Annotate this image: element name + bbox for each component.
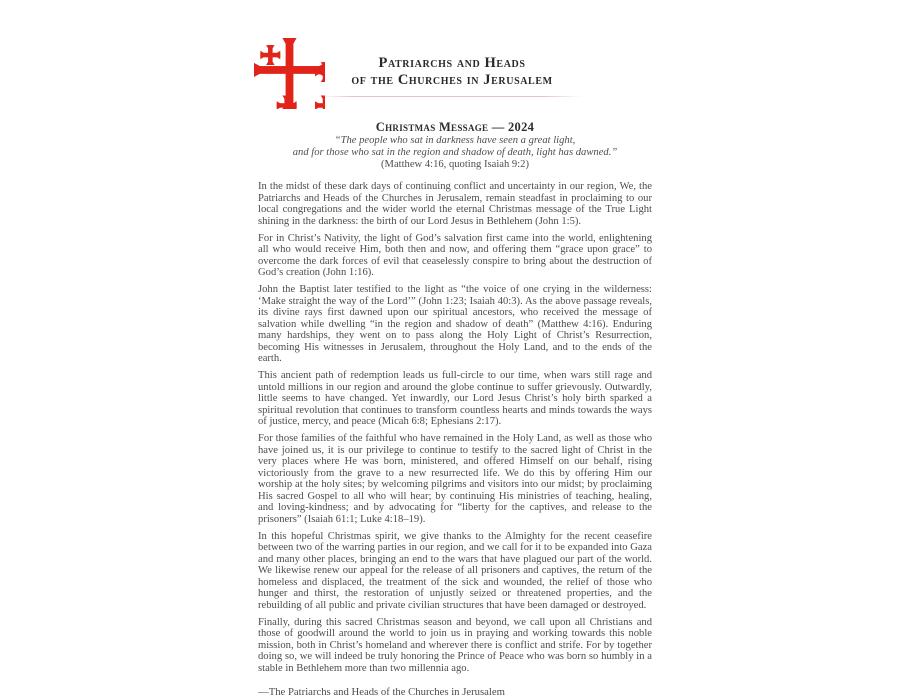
paragraph-2: For in Christ’s Nativity, the light of God’s salvation first came into the world, enlightening all who would receive Him, both then and now, and offering them “grace upon grace” to overcome the dark forces of evil that ceaselessly conspire to bring about the destruction of God’s creation (John 1:16). <box>258 232 652 278</box>
paragraph-5: For those families of the faithful who have remained in the Holy Land, as well as those who have joined us, it is our privilege to continue to testify to the sacred light of Christ in the very places where He was born, ministered, and offered Himself on our behalf, rising victoriously from the grave to a new resurrected life. We do this by offering Him our worship at the holy sites; by welcoming pilgrims and visitors into our midst; by proclaiming His sacred Gospel to all who will hear; by continuing His ministries of teaching, healing, and loving-kindness; and by advocating for “liberty for the captives, and release to the prisoners” (Isaiah 61:1; Luke 4:18–19). <box>258 433 652 525</box>
message-body <box>258 120 652 698</box>
epigraph-citation: (Matthew 4:16, quoting Isaiah 9:2) <box>381 159 529 170</box>
letterhead <box>0 0 911 118</box>
org-name <box>322 55 582 97</box>
jerusalem-cross-icon <box>254 38 325 109</box>
epigraph-line1: “The people who sat in darkness have seen a great light, <box>334 135 576 146</box>
paragraph-7: Finally, during this sacred Christmas season and beyond, we call upon all Christians and those of goodwill around the world to join us in praying and working towards this noble mission, both in Christ’s homeland and wherever there is conflict and strife. For by together doing so, we will indeed be truly honoring the Prince of Peace who was born so humbly in a stable in Bethlehem more than two millennia ago. <box>258 616 652 674</box>
paragraph-3: John the Baptist later testified to the light as “the voice of one crying in the wilderness: ‘Make straight the way of the Lord’” (John 1:23; Isaiah 40:3). As the above passage reveals, its divine rays first dawned upon our spiritual ancestors, who received the message of salvation while dwelling “in the region and shadow of death” (Matthew 4:16). Enduring many hardships, they went on to pass along the Holy Light of Christ’s Resurrection, becoming His witnesses in Jerusalem, throughout the Holy Land, and to the ends of the earth. <box>258 284 652 364</box>
org-name-line2: of the Churches in Jerusalem <box>351 71 553 88</box>
paragraph-1: In the midst of these dark days of continuing conflict and uncertainty in our region, We, the Patriarchs and Heads of the Churches in Jerusalem, remain steadfast in proclaiming to our local congregations and the wider world the eternal Christmas message of the True Light shining in the darkness: the birth of our Lord Jesus in Bethlehem (John 1:5). <box>258 181 652 227</box>
paragraph-4: This ancient path of redemption leads us full-circle to our time, when wars still rage and untold millions in our region and around the globe continue to suffer grievously. Outwardly, little seems to have changed. Yet inwardly, our Lord Jesus Christ’s holy birth sparked a spiritual revolution that continues to transform countless hearts and minds towards the ways of justice, mercy, and peace (Micah 6:8; Ephesians 2:17). <box>258 370 652 427</box>
paragraph-6: In this hopeful Christmas spirit, we give thanks to the Almighty for the recent ceasefire between two of the warring parties in our region, and we call for it to be expanded into Gaza and many other places, bringing an end to the wars that have plagued our part of the world. We likewise renew our appeal for the release of all prisoners and captives, the return of the homeless and displaced, the treatment of the sick and wounded, the relief of those who hunger and thirst, the restoration of unjustly seized or threatened properties, and the rebuilding of all public and private civilian structures that have been damaged or destroyed. <box>258 530 652 611</box>
signature-line: —The Patriarchs and Heads of the Churches in Jerusalem <box>258 686 505 698</box>
org-name-line1: Patriarchs and Heads <box>378 55 526 71</box>
message-title: Christmas Message — 2024 <box>375 120 535 134</box>
letterhead-divider <box>322 96 582 97</box>
epigraph-line2: and for those who sat in the region and shadow of death, light has dawned.” <box>292 147 618 158</box>
epigraph <box>258 135 652 171</box>
paragraphs <box>258 181 652 674</box>
